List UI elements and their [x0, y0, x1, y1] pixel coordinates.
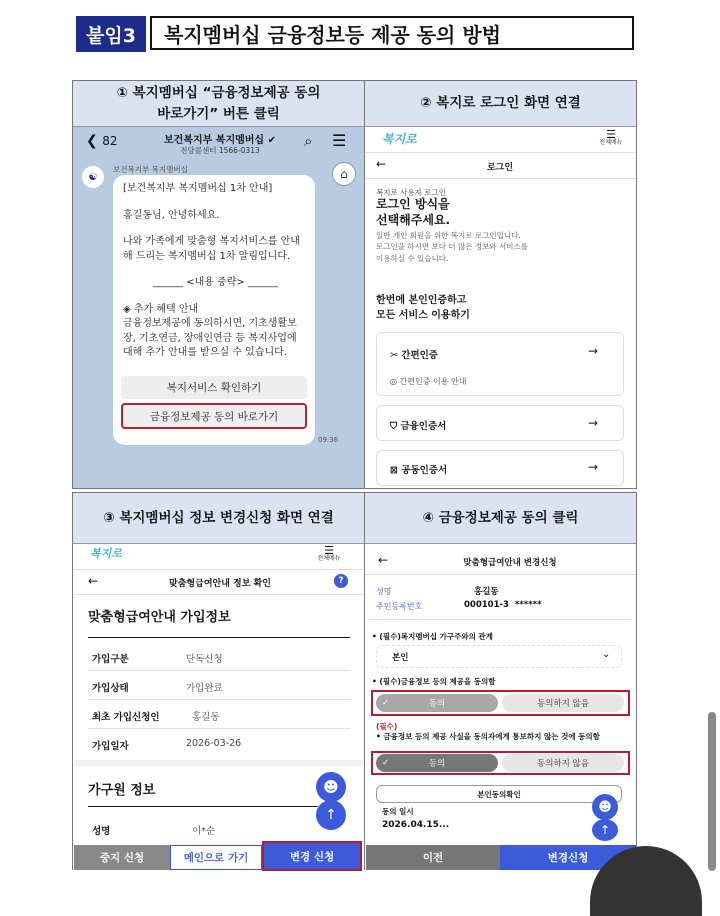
appendix-badge: 붙임3	[76, 16, 146, 52]
public-cert-option[interactable]	[390, 462, 447, 476]
q1-label: • (필수)금융정보 등의 제공을 동의함	[372, 677, 496, 686]
chat-message	[123, 182, 308, 361]
relation-label: • (필수)복지멤버십 가구주와의 관계	[372, 632, 493, 641]
simple-auth-label: 간편인증	[401, 350, 438, 361]
menu-icon[interactable]: ☰	[332, 131, 347, 150]
page-title: 복지멤버십 금융정보등 제공 동의 방법	[150, 16, 634, 50]
public-cert-label: 공동인증서	[401, 465, 448, 476]
chatbot-icon[interactable]: ☻	[316, 772, 346, 802]
chat-channel-sub: 전담콜센터 1566-0313	[180, 146, 260, 155]
name-label: 성명	[376, 587, 392, 596]
family-rule	[88, 806, 318, 807]
back-arrow-icon[interactable]: ←	[88, 574, 99, 588]
row-value: 2026-03-26	[186, 738, 242, 749]
top-divider	[366, 152, 636, 153]
submit-change-button[interactable]: 변경신청	[500, 845, 636, 870]
desc-line2: 로그인을 하시면 보다 더 많은 정보와 서비스를	[376, 242, 528, 252]
date-label: 동의 일시	[382, 807, 414, 816]
id-label: 주민등록번호	[376, 602, 423, 611]
go-main-button[interactable]: 메인으로 가기	[170, 845, 262, 870]
row-label: 최초 가입신청인	[92, 712, 160, 723]
big-title-line2: 선택해주세요.	[376, 212, 451, 227]
simple-auth-info-link[interactable]	[390, 376, 466, 387]
scroll-top-icon[interactable]: ↑	[592, 819, 618, 841]
scrollbar-thumb[interactable]	[708, 712, 716, 871]
consent-page-title: 맞춤형급여안내 변경신청	[463, 558, 557, 568]
grid-divider-h1	[72, 488, 637, 489]
info-section-title: 맞춤형급여안내 가입정보	[88, 610, 231, 625]
info-page-title: 맞춤형급여안내 정보 확인	[169, 579, 271, 589]
back-arrow-icon[interactable]: ←	[378, 553, 389, 567]
chevron-left-icon: ❮	[86, 133, 98, 149]
msg-greeting: 홍길동님, 안녕하세요.	[123, 209, 220, 221]
msg-extra-title: ◈ 추가 혜택 안내	[123, 303, 199, 315]
msg-middle: ______ <내용 중략> ______	[153, 277, 278, 288]
section-rule	[88, 637, 350, 638]
row-value: 단독신청	[186, 654, 223, 665]
welfare-service-button[interactable]: 복지서비스 확인하기	[121, 376, 307, 399]
check-circle-icon: ◎	[390, 377, 397, 386]
arrow-right-icon: →	[588, 344, 599, 358]
arrow-right-icon: →	[588, 416, 599, 430]
chatbot-icon[interactable]: ☻	[592, 794, 618, 820]
q2-disagree-button[interactable]: 동의하지 않음	[502, 754, 624, 772]
row-value: 가입완료	[186, 683, 223, 694]
info-divider	[370, 619, 630, 620]
chat-time: 09:36	[318, 436, 339, 444]
family-value: 이*순	[192, 826, 216, 837]
date-value: 2026.04.15...	[382, 820, 450, 830]
desc-line1: 일반 개인 회원을 위한 복지로 로그인입니다.	[376, 231, 521, 240]
simple-auth-icon: ✂	[390, 350, 398, 361]
login-small-title: 복지로 사용자 로그인	[376, 188, 446, 197]
row-divider	[88, 728, 350, 729]
scroll-top-icon[interactable]: ↑	[316, 800, 346, 830]
login-big-title	[376, 197, 450, 228]
certificate-icon: ⊠	[390, 465, 398, 476]
login-page-title: 로그인	[486, 163, 514, 173]
back-count: 82	[102, 134, 118, 148]
bokjiro-logo[interactable]: 복지로	[90, 547, 122, 560]
q2-required: (필수)	[376, 722, 398, 731]
all-menu-button[interactable]	[312, 545, 346, 562]
top-divider	[74, 569, 363, 570]
relation-value: 본인	[392, 653, 409, 663]
back-arrow-icon[interactable]: ←	[376, 157, 387, 171]
step4-header: ④ 금융정보제공 동의 클릭	[365, 493, 636, 544]
menu-icon: ☰	[606, 128, 616, 141]
finance-cert-option[interactable]	[390, 418, 446, 432]
bokjiro-logo[interactable]: 복지로	[382, 132, 417, 146]
row-label: 가입구분	[92, 654, 129, 665]
help-icon[interactable]: ?	[334, 574, 348, 588]
title-divider	[366, 574, 636, 575]
q2-label: • 금융정보 등의 제공 사실을 동의자에게 통보하지 않는 것에 동의함	[376, 732, 600, 741]
shield-icon: ⛉	[390, 421, 398, 432]
all-menu-button[interactable]	[594, 129, 628, 146]
change-request-button[interactable]: 변경 신청	[262, 841, 362, 871]
menu-label: 전체메뉴	[599, 139, 623, 146]
msg-body: 나와 가족에게 맞춤형 복지서비스를 안내해 드리는 복지멤버십 1차 알림입니다.	[123, 236, 300, 262]
msg-extra-body: 금융정보제공에 동의하시면, 기초생활보장, 기초연금, 장애인연금 등 복지사업에 대해 추가 안내를 받으실 수 있습니다.	[123, 318, 297, 358]
agree-label: 동의	[428, 759, 446, 769]
step1-line1: ① 복지멤버십 “금융정보제공 동의	[116, 84, 321, 101]
step3-header: ③ 복지멤버십 정보 변경신청 화면 연결	[73, 493, 364, 544]
simple-auth-option[interactable]	[390, 347, 438, 361]
big-title-line1: 로그인 방식을	[376, 197, 450, 211]
channel-name-text: 보건복지부 복지멤버십	[164, 135, 265, 146]
desc-line3: 이용하실 수 있습니다.	[376, 253, 449, 263]
check-icon: ✓	[382, 758, 390, 768]
family-label: 성명	[92, 826, 111, 837]
arrow-right-icon: →	[588, 460, 599, 474]
finance-cert-label: 금융인증서	[400, 421, 447, 432]
family-section-title: 가구원 정보	[88, 783, 156, 798]
title-divider	[366, 178, 636, 179]
agree-label: 동의	[428, 699, 446, 709]
simple-auth-info-label: 간편인증 이용 안내	[399, 377, 467, 386]
finance-consent-shortcut-button[interactable]: 금융정보제공 동의 바로가기	[121, 403, 307, 429]
row-label: 가입상태	[92, 683, 129, 694]
row-divider	[88, 699, 350, 700]
prev-button[interactable]: 이전	[366, 845, 500, 870]
check-icon: ✓	[382, 698, 390, 708]
row-label: 가입일자	[92, 741, 129, 752]
name-value: 홍길동	[474, 587, 499, 597]
chat-sender: 보건복지부 복지멤버십	[113, 165, 188, 174]
title-divider	[74, 594, 363, 595]
row-divider	[88, 670, 350, 671]
step1-line2: 바로가기” 버튼 클릭	[157, 105, 280, 122]
step1-header	[73, 81, 364, 127]
q1-agree-button[interactable]	[376, 694, 498, 712]
search-icon[interactable]: ⌕	[304, 132, 313, 150]
menu-label: 전체메뉴	[317, 555, 341, 562]
q1-disagree-button[interactable]: 동의하지 않음	[502, 694, 624, 712]
self-consent-verify-button[interactable]: 본인동의확인	[376, 785, 622, 803]
verified-icon: ✔	[267, 135, 276, 146]
chat-channel-name	[150, 131, 290, 146]
home-icon[interactable]: ⌂	[332, 162, 356, 186]
step2-header: ② 복지로 로그인 화면 연결	[365, 81, 636, 127]
channel-avatar: ☯	[82, 166, 104, 188]
msg-title: [보건복지부 복지멤버십 1차 안내]	[123, 183, 273, 194]
q2-agree-button[interactable]	[376, 754, 498, 772]
stop-request-button[interactable]: 중지 신청	[74, 845, 170, 870]
login-description	[376, 230, 528, 264]
chevron-down-icon: ⌄	[602, 649, 611, 660]
section-gap	[74, 760, 363, 766]
chat-back-button[interactable]	[86, 133, 117, 149]
relation-select[interactable]	[376, 645, 622, 668]
id-value: 000101-3 ******	[464, 600, 542, 610]
section-line2: 모든 서비스 이용하기	[376, 310, 470, 321]
row-value: 홍길동	[192, 712, 220, 723]
menu-icon: ☰	[324, 544, 334, 557]
login-section-title	[376, 293, 470, 323]
section-line1: 한번에 본인인증하고	[376, 295, 467, 306]
